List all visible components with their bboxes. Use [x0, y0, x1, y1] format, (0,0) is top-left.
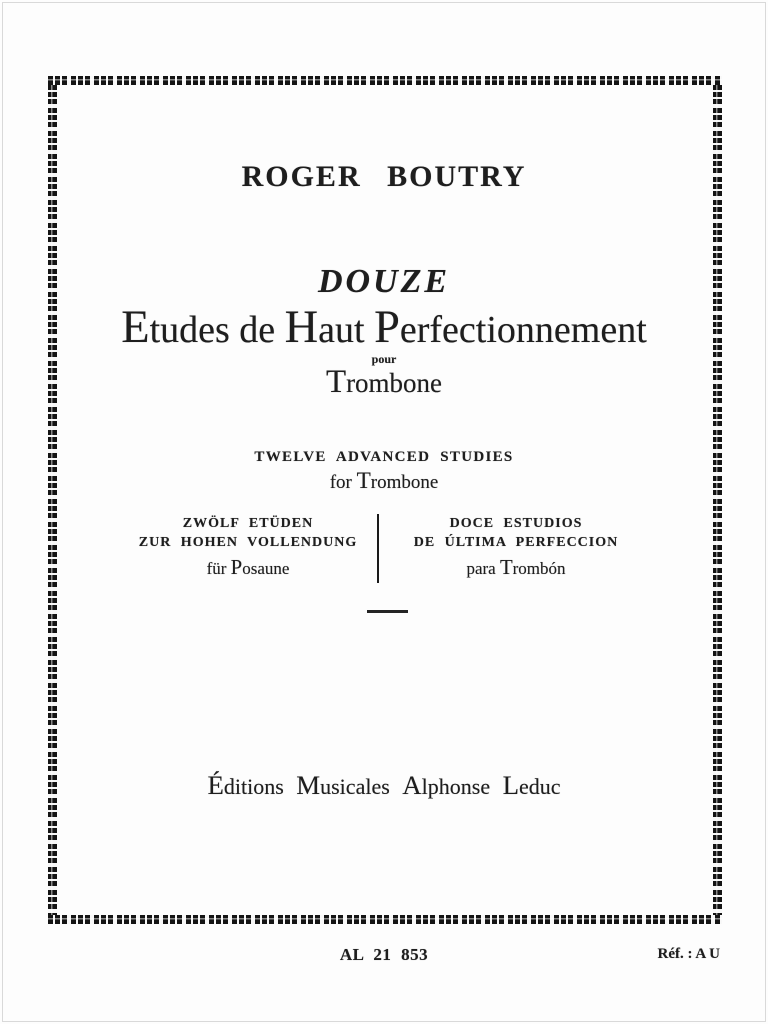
- title-connector-pour: pour: [371, 352, 397, 366]
- subtitle-english-line2: for Trombone: [329, 468, 439, 494]
- title-line-douze: DOUZE: [317, 263, 451, 300]
- column-divider: [377, 514, 379, 583]
- subtitle-english-line1: TWELVE ADVANCED STUDIES: [254, 449, 514, 465]
- separator-rule: [367, 610, 408, 613]
- subtitle-spanish-line2: DE ÚLTIMA PERFECCION: [413, 535, 619, 550]
- subtitle-spanish-line3: para Trombón: [466, 557, 566, 579]
- subtitle-german-line3: für Posaune: [206, 557, 290, 579]
- title-instrument: Trombone: [325, 364, 443, 400]
- composer-name: ROGER BOUTRY: [241, 160, 527, 193]
- subtitle-german-line1: ZWÖLF ETÜDEN: [182, 516, 314, 531]
- reference-code: Réf. : A U: [657, 946, 720, 962]
- publisher-name: Éditions Musicales Alphonse Leduc: [207, 770, 561, 800]
- subtitle-german-column: [118, 514, 378, 579]
- subtitle-spanish-column: [386, 514, 646, 579]
- catalog-number: AL 21 853: [339, 945, 429, 964]
- decorative-border-bottom: [48, 915, 722, 924]
- title-line-main: Etudes de Haut Perfectionnement: [121, 302, 647, 353]
- scan-page-edge: [2, 2, 766, 1022]
- subtitle-german-line2: ZUR HOHEN VOLLENDUNG: [138, 535, 358, 550]
- decorative-border-top: [48, 76, 722, 85]
- subtitle-spanish-line1: DOCE ESTUDIOS: [449, 516, 583, 531]
